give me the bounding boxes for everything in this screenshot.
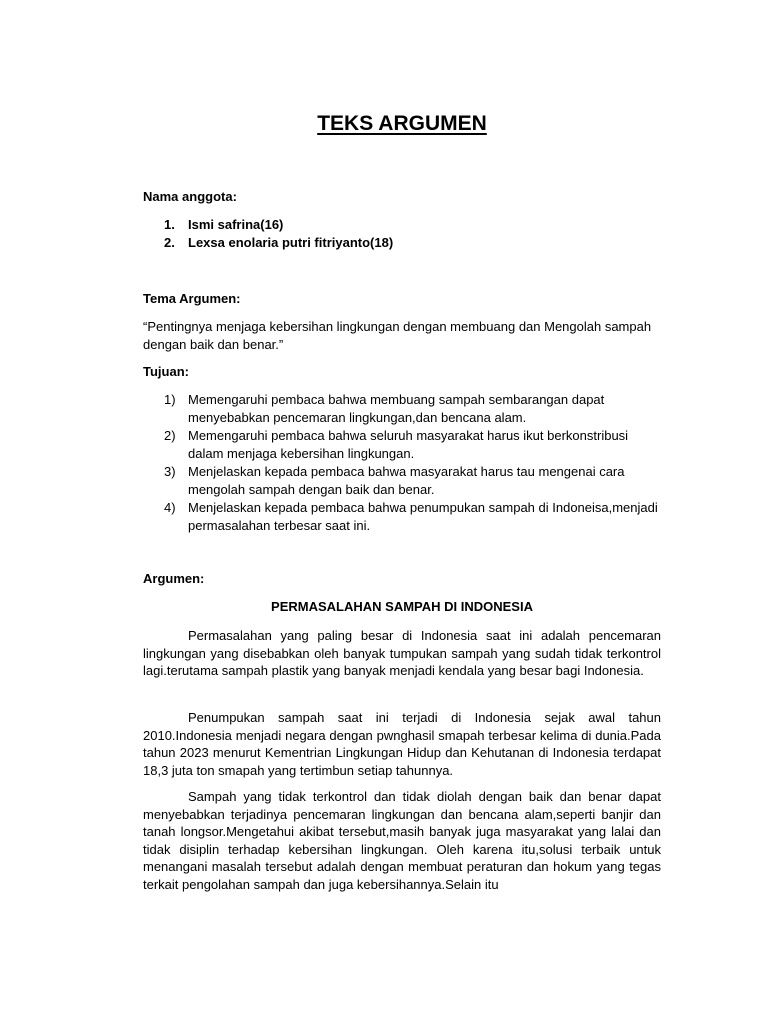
goal-item	[143, 427, 661, 463]
goal-number: 2)	[164, 428, 176, 443]
member-number: 1.	[164, 217, 175, 232]
goal-text: Menjelaskan kepada pembaca bahwa penumpukan sampah di Indoneisa,menjadi permasalahan terbesar saat ini.	[188, 500, 658, 533]
members-label: Nama anggota:	[143, 189, 237, 204]
argument-paragraph: Penumpukan sampah saat ini terjadi di Indonesia sejak awal tahun 2010.Indonesia menjadi negara dengan pwnghasil smapah terbesar kelima di dunia.Pada tahun 2023 menurut Kementrian Lingkungan Hidup dan Kehutanan di Indonesia terdapat 18,3 juta ton smapah yang tertimbun setiap tahunnya.	[143, 710, 661, 778]
theme-text: “Pentingnya menjaga kebersihan lingkungan dengan membuang dan Mengolah sampah dengan baik dan benar.”	[143, 319, 652, 352]
member-name: Lexsa enolaria putri fitriyanto(18)	[188, 235, 394, 250]
goal-item	[143, 463, 661, 499]
argument-label: Argumen:	[143, 571, 205, 586]
goal-number: 3)	[164, 464, 176, 479]
goal-text: Menjelaskan kepada pembaca bahwa masyarakat harus tau mengenai cara mengolah sampah dengan baik dan benar.	[188, 464, 625, 497]
argument-heading: PERMASALAHAN SAMPAH DI INDONESIA	[271, 599, 533, 614]
goals-list	[143, 391, 661, 535]
goal-number: 1)	[164, 392, 176, 407]
member-item	[143, 234, 393, 252]
goal-text: Memengaruhi pembaca bahwa seluruh masyarakat harus ikut berkonstribusi dalam menjaga kebersihan lingkungan.	[188, 428, 629, 461]
member-number: 2.	[164, 235, 175, 250]
goal-text: Memengaruhi pembaca bahwa membuang sampah sembarangan dapat menyebabkan pencemaran lingkungan,dan bencana alam.	[188, 392, 605, 425]
member-name: Ismi safrina(16)	[188, 217, 284, 232]
member-item	[143, 216, 393, 234]
goal-item	[143, 499, 661, 535]
argument-paragraph: Sampah yang tidak terkontrol dan tidak diolah dengan baik dan benar dapat menyebabkan terjadinya pencemaran lingkungan dan bencana alam,seperti banjir dan tanah longsor.Mengetahui akibat tersebut,masih banyak juga masyarakat yang lalai dan tidak disiplin terhadap kebersihan lingkungan. Oleh karena itu,solusi terbaik untuk menangani masalah tersebut adalah dengan membuat peraturan dan hokum yang tegas terkait pengolahan sampah dan juga kebersihannya.Selain itu	[143, 789, 661, 892]
goal-number: 4)	[164, 500, 176, 515]
goals-label: Tujuan:	[143, 364, 189, 379]
theme-label: Tema Argumen:	[143, 291, 241, 306]
goal-item	[143, 391, 661, 427]
document-title: TEKS ARGUMEN	[317, 112, 487, 135]
argument-paragraph: Permasalahan yang paling besar di Indonesia saat ini adalah pencemaran lingkungan yang disebabkan oleh banyak tumpukan sampah yang sudah tidak terkontrol lagi.terutama sampah plastik yang banyak menjadi kendala yang besar bagi Indonesia.	[143, 628, 661, 678]
members-list	[143, 216, 393, 252]
